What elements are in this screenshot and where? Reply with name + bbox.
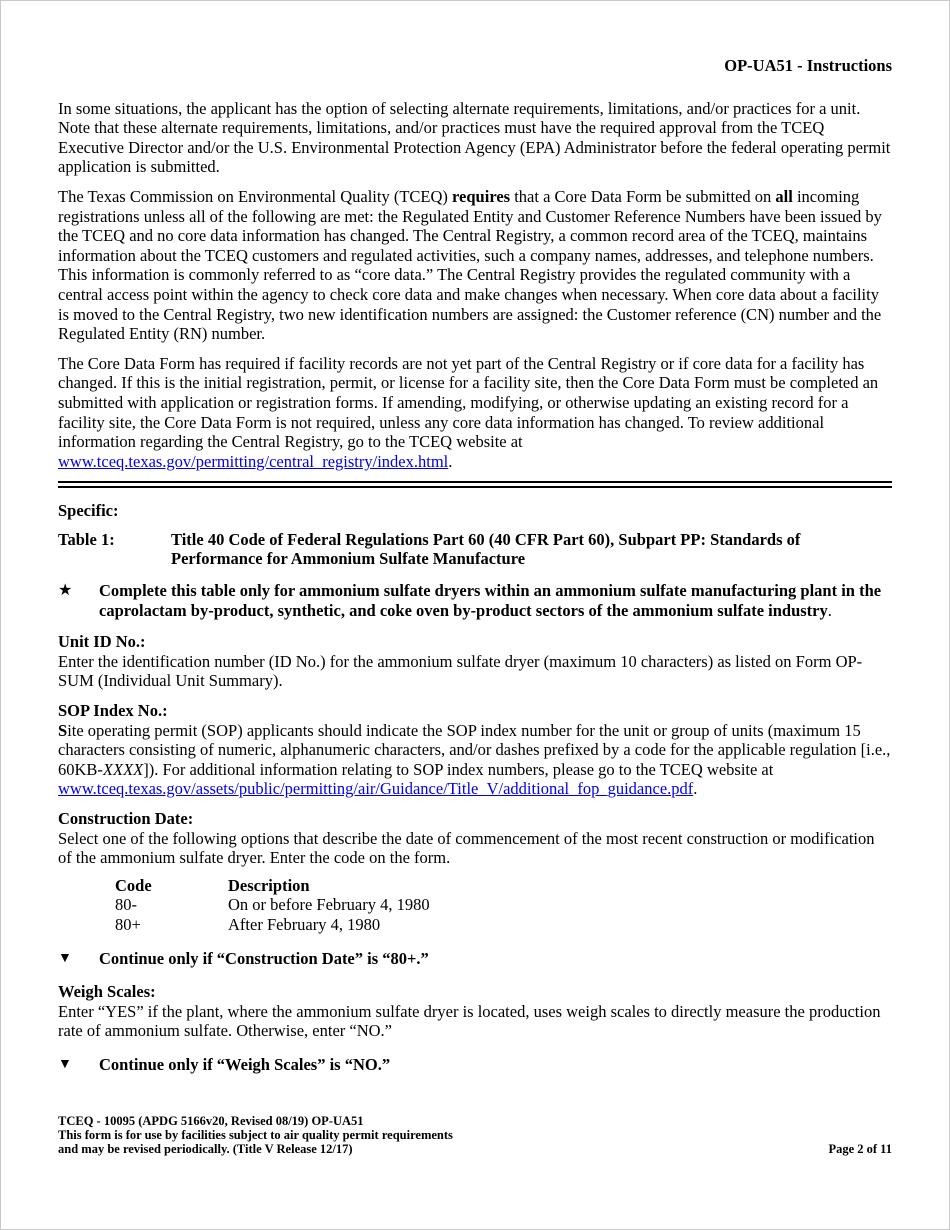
document-title: OP-UA51 - Instructions [724, 56, 892, 75]
footer-form-id: TCEQ - 10095 (APDG 5166v20, Revised 08/19) OP-UA51 [58, 1114, 364, 1128]
construction-date-section [58, 809, 892, 935]
p2-bold-all: all [775, 186, 793, 206]
sop-index-section [58, 701, 892, 799]
sop-italic-placeholder: XXXX [102, 759, 144, 779]
specific-heading: Specific: [58, 501, 119, 521]
sop-text-1: ite operating permit (SOP) applicants should indicate the SOP index number for the unit or group of units (maximum 15 characters consisting of numeric, alphanumeric characters, and/or dashes prefixed by a code for the applicable regulation [i.e., 60KB- [58, 720, 891, 779]
weigh-scales-body: Enter “YES” if the plant, where the ammonium sulfate dryer is located, uses weigh scales to directly measure the production rate of ammonium sulfate. Otherwise, enter “NO.” [58, 1001, 881, 1041]
p2-text-2: that a Core Data Form be submitted on [510, 186, 776, 206]
unit-id-body: Enter the identification number (ID No.) for the ammonium sulfate dryer (maximum 10 characters) as listed on Form OP-SUM (Individual Unit Summary). [58, 651, 863, 691]
sop-lead-letter: S [58, 720, 68, 740]
sop-index-body [58, 721, 892, 799]
table1-title: Title 40 Code of Federal Regulations Part 60 (40 CFR Part 60), Subpart PP: Standards of Performance for Ammonium Sulfate Manufacture [171, 529, 801, 569]
page-footer [58, 1114, 892, 1156]
description-column-header: Description [228, 875, 310, 895]
section-divider [58, 481, 892, 488]
star-note-row [58, 581, 892, 620]
continue-note-1-text: Continue only if “Construction Date” is “80+.” [99, 948, 429, 968]
continue-note-2 [58, 1055, 892, 1075]
weigh-scales-heading: Weigh Scales: [58, 982, 156, 1002]
weigh-scales-section [58, 982, 892, 1041]
code-table-row [115, 895, 892, 915]
p3-text-2: . [448, 451, 453, 471]
footer-left-block [58, 1114, 453, 1156]
star-note-text [99, 581, 892, 620]
sop-index-heading: SOP Index No.: [58, 701, 168, 721]
construction-code-table [115, 876, 892, 935]
construction-date-heading: Construction Date: [58, 809, 194, 828]
star-note-bold: Complete this table only for ammonium sulfate dryers within an ammonium sulfate manufacturing plant in the caprolactam by-product, synthetic, and coke oven by-product sectors of the ammonium sulfate industry [99, 581, 882, 620]
code-table-header-row [115, 876, 892, 896]
p3-text-1: The Core Data Form has required if facility records are not yet part of the Central Registry or if core data for a facility has changed. If this is the initial registration, permit, or license for a facility site, then the Core Data Form must be completed an submitted with application or registration forms. If amending, modifying, or otherwise updating an existing record for a facility site, the Core Data Form is not required, unless any core data information has changed. To review additional information regarding the Central Registry, go to the TCEQ website at [58, 353, 879, 452]
code-description: On or before February 4, 1980 [228, 895, 430, 915]
intro-paragraph-3 [58, 354, 892, 472]
unit-id-section [58, 632, 892, 691]
continue-note-1 [58, 949, 892, 969]
intro-paragraph-1: In some situations, the applicant has the option of selecting alternate requirements, limitations, and/or practices for a unit. Note that these alternate requirements, limitations, and/or practices must have the required approval from the TCEQ Executive Director and/or the U.S. Environmental Protection Agency (EPA) Administrator before the federal operating permit application is submitted. [58, 98, 891, 177]
footer-note-line-2: and may be revised periodically. (Title V Release 12/17) [58, 1142, 353, 1156]
down-triangle-icon: ▼ [58, 1056, 72, 1072]
unit-id-heading: Unit ID No.: [58, 632, 146, 652]
star-note-period: . [827, 600, 832, 620]
page-number: Page 2 of 11 [828, 1142, 892, 1156]
code-description: After February 4, 1980 [228, 914, 381, 934]
footer-note-line-1: This form is for use by facilities subject to air quality permit requirements [58, 1128, 453, 1142]
construction-date-body: Select one of the following options that describe the date of commencement of the most recent construction or modification of the ammonium sulfate dryer. Enter the code on the form. [58, 828, 875, 868]
p2-text-3: incoming registrations unless all of the following are met: the Regulated Entity and Customer Reference Numbers have been issued by the TCEQ and no core data information has changed. The Central Registry, a common record area of the TCEQ, maintains information about the TCEQ customers and regulated activities, such a company names, addresses, and telephone numbers. This information is commonly referred to as “core data.” The Central Registry provides the regulated community with a central access point within the agency to check core data and make changes when necessary. When core data about a facility is moved to the Central Registry, two new identification numbers are assigned: the Customer reference (CN) number and the Regulated Entity (RN) number. [58, 186, 882, 344]
page-header [58, 56, 892, 76]
code-value: 80+ [115, 914, 141, 934]
p2-bold-requires: requires [452, 186, 511, 206]
p2-text-1: The Texas Commission on Environmental Quality (TCEQ) [58, 186, 453, 206]
sop-text-3: . [693, 779, 698, 799]
sop-text-2: ]). For additional information relating to SOP index numbers, please go to the TCEQ website at [143, 759, 774, 779]
table1-label: Table 1: [58, 529, 115, 549]
code-column-header: Code [115, 875, 152, 895]
table1-heading-row [58, 530, 892, 569]
code-table-row [115, 915, 892, 935]
code-value: 80- [115, 895, 137, 915]
star-icon: ★ [58, 582, 73, 600]
continue-note-2-text: Continue only if “Weigh Scales” is “NO.” [99, 1054, 391, 1074]
intro-paragraph-2 [58, 187, 892, 344]
sop-guidance-link[interactable]: www.tceq.texas.gov/assets/public/permitting/air/Guidance/Title_V/additional_fop_guidance.pdf [58, 779, 694, 799]
down-triangle-icon: ▼ [58, 950, 72, 966]
central-registry-link[interactable]: www.tceq.texas.gov/permitting/central_registry/index.html [58, 451, 449, 471]
